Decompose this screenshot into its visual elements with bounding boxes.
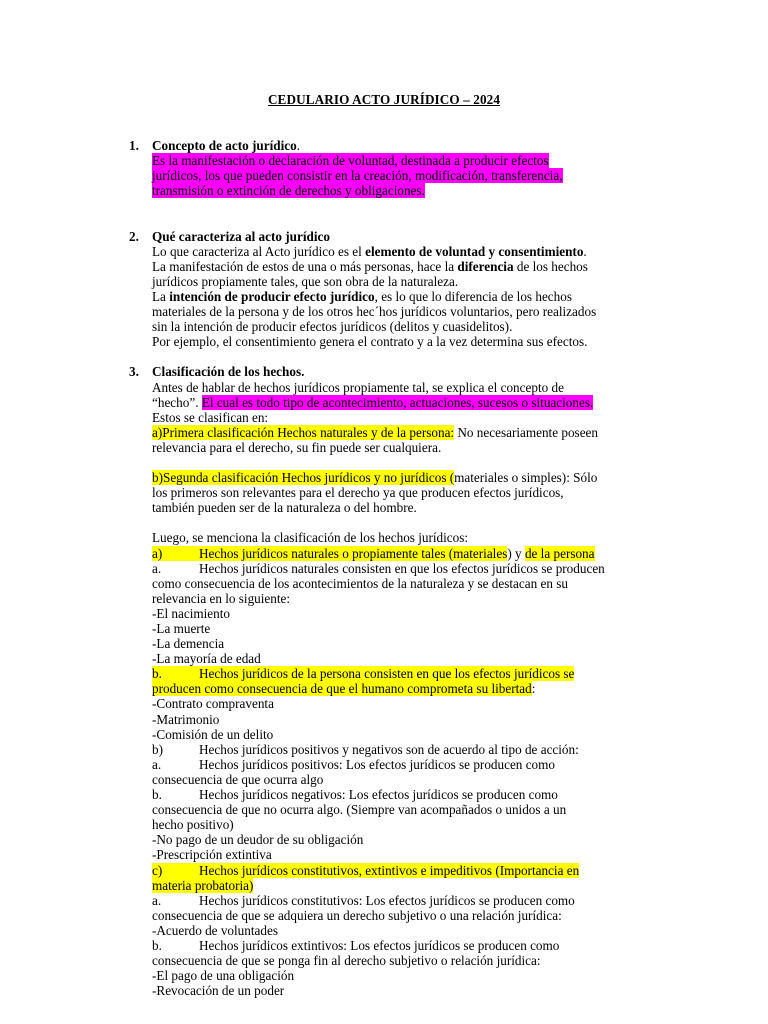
paragraph-line: Estos se clasifican en:	[152, 409, 269, 425]
paragraph-line: materiales de la persona y de los otros hec´hos jurídicos voluntarios, pero realizados	[152, 304, 597, 320]
document-body	[129, 138, 672, 999]
list-item: -El nacimiento	[152, 605, 230, 621]
definition-line: transmisión o extinción de derechos y obligaciones.	[152, 183, 425, 199]
section-2	[129, 228, 672, 350]
list-item: -No pago de un deudor de su obligación	[152, 832, 364, 848]
list-item: c) Hechos jurídicos constitutivos, extintivos e impeditivos (Importancia en	[152, 862, 580, 878]
list-item: -Acuerdo de voluntades	[152, 922, 278, 938]
list-item: a. Hechos jurídicos constitutivos: Los efectos jurídicos se producen como	[152, 892, 575, 908]
paragraph-line: Antes de hablar de hechos jurídicos propiamente tal, se explica el concepto de	[152, 379, 564, 395]
paragraph-line: sin la intención de producir efectos jurídicos (delitos y cuasidelitos).	[152, 319, 513, 335]
list-item: -El pago de una obligación	[152, 968, 295, 984]
definition-line: jurídicos, los que pueden consistir en la creación, modificación, transferencia,	[152, 168, 563, 184]
section-heading: Concepto de acto jurídico.	[152, 138, 300, 153]
list-item: -Matrimonio	[152, 711, 220, 727]
paragraph-line: “hecho”. El cual es todo tipo de acontecimiento, actuaciones, sucesos o situaciones.	[152, 394, 594, 410]
paragraph-line: Luego, se menciona la clasificación de los hechos jurídicos:	[152, 530, 469, 546]
list-item: -Prescripción extintiva	[152, 847, 272, 863]
definition-line: Es la manifestación o declaración de voluntad, destinada a producir efectos	[152, 153, 549, 169]
paragraph-line: b)Segunda clasificación Hechos jurídicos y no jurídicos (materiales o simples): Sólo	[152, 470, 598, 486]
paragraph-line: hecho positivo)	[152, 817, 234, 833]
document-title: CEDULARIO ACTO JURÍDICO – 2024	[267, 92, 501, 107]
paragraph-line: producen como consecuencia de que el humano comprometa su libertad:	[152, 681, 536, 697]
list-item: b. Hechos jurídicos extintivos: Los efectos jurídicos se producen como	[152, 937, 560, 953]
list-item: b. Hechos jurídicos negativos: Los efectos jurídicos se producen como	[152, 787, 558, 803]
section-number: 2.	[129, 228, 139, 244]
list-item: a) Hechos jurídicos naturales o propiamente tales (materiales) y de la persona	[152, 545, 595, 561]
paragraph-line: como consecuencia de los acontecimientos de la naturaleza y se destacan en su	[152, 575, 568, 591]
paragraph-line: también pueden ser de la naturaleza o del hombre.	[152, 500, 417, 516]
paragraph-line: los primeros son relevantes para el derecho ya que producen efectos jurídicos,	[152, 485, 564, 501]
section-3	[129, 364, 672, 999]
paragraph-line: materia probatoria)	[152, 877, 254, 893]
paragraph-line: consecuencia de que se adquiera un derecho subjetivo o una relación jurídica:	[152, 907, 562, 923]
paragraph-line: relevancia para el derecho, su fin puede ser cualquiera.	[152, 439, 442, 455]
paragraph-line: relevancia en lo siguiente:	[152, 590, 291, 606]
section-heading: Clasificación de los hechos.	[152, 364, 305, 380]
paragraph-line: Por ejemplo, el consentimiento genera el contrato y a la vez determina sus efectos.	[152, 334, 588, 350]
paragraph-line: La manifestación de estos de una o más personas, hace la diferencia de los hechos	[152, 258, 588, 274]
list-item: -La muerte	[152, 621, 211, 636]
list-item: b) Hechos jurídicos positivos y negativos son de acuerdo al tipo de acción:	[152, 741, 579, 757]
paragraph-line: Lo que caracteriza al Acto jurídico es el elemento de voluntad y consentimiento.	[152, 243, 587, 259]
paragraph-line: consecuencia de que no ocurra algo. (Siempre van acompañados o unidos a un	[152, 802, 567, 818]
list-item: a. Hechos jurídicos naturales consisten en que los efectos jurídicos se producen	[152, 560, 605, 576]
list-item: -Revocación de un poder	[152, 983, 285, 999]
section-1	[129, 138, 672, 199]
list-item: -La mayoría de edad	[152, 651, 261, 667]
section-number: 1.	[129, 138, 139, 153]
paragraph-line: a)Primera clasificación Hechos naturales y de la persona: No necesariamente poseen	[152, 424, 598, 440]
list-item: -Contrato compraventa	[152, 696, 274, 712]
section-heading: Qué caracteriza al acto jurídico	[152, 228, 330, 244]
list-item: -La demencia	[152, 636, 225, 652]
paragraph-line: consecuencia de que ocurra algo	[152, 771, 324, 787]
paragraph-line: jurídicos propiamente tales, que son obra de la naturaleza.	[152, 273, 459, 289]
paragraph-line: consecuencia de que se ponga fin al derecho subjetivo o relación jurídica:	[152, 953, 541, 969]
list-item: -Comisión de un delito	[152, 726, 274, 742]
list-item: b. Hechos jurídicos de la persona consisten en que los efectos jurídicos se	[152, 666, 575, 682]
list-item: a. Hechos jurídicos positivos: Los efectos jurídicos se producen como	[152, 756, 555, 772]
section-number: 3.	[129, 364, 139, 380]
paragraph-line: La intención de producir efecto jurídico, es lo que lo diferencia de los hechos	[152, 288, 572, 304]
